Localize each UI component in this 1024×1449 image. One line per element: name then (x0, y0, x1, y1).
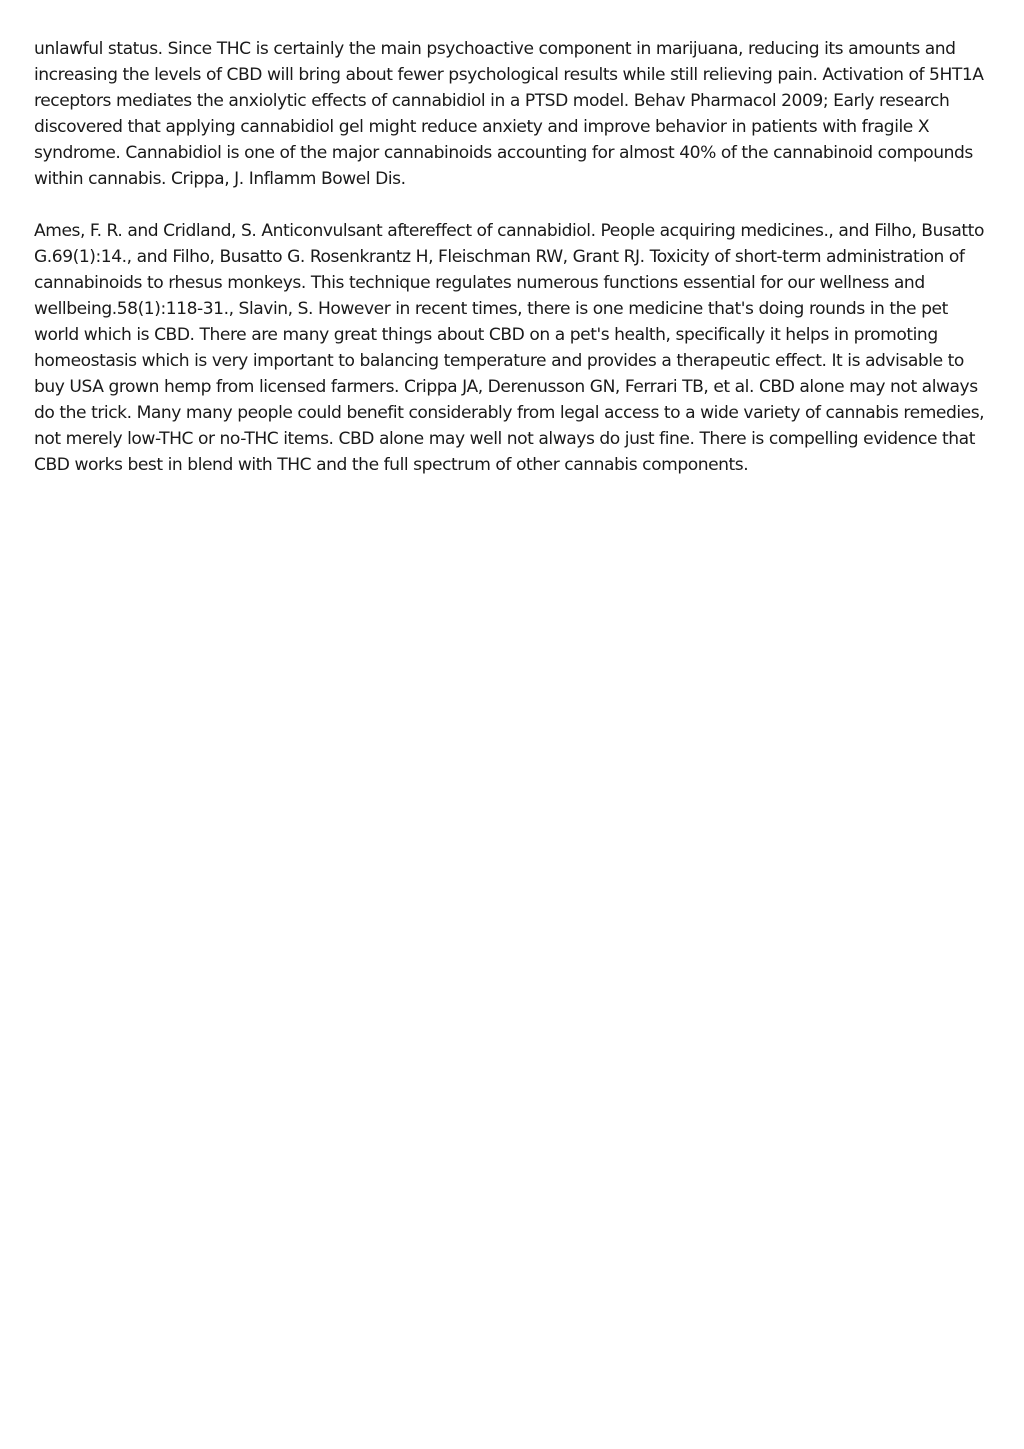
paragraph-1: unlawful status. Since THC is certainly the main psychoactive component in marijuana, reducing its amounts and increasing the levels of CBD will bring about fewer psychological results while still relieving pain. Activation of 5HT1A receptors mediates the anxiolytic effects of cannabidiol in a PTSD model. Behav Pharmacol 2009; Early research discovered that applying cannabidiol gel might reduce anxiety and improve behavior in patients with fragile X syndrome. Cannabidiol is one of the major cannabinoids accounting for almost 40% of the cannabinoid compounds within cannabis. Crippa, J. Inflamm Bowel Dis. (34, 39, 984, 189)
document-page (34, 36, 990, 504)
paragraph-2: Ames, F. R. and Cridland, S. Anticonvulsant aftereffect of cannabidiol. People acquiring medicines., and Filho, Busatto G.69(1):14., and Filho, Busatto G. Rosenkrantz H, Fleischman RW, Grant RJ. Toxicity of short-term administration of cannabinoids to rhesus monkeys. This technique regulates numerous functions essential for our wellness and wellbeing.58(1):118-31., Slavin, S. However in recent times, there is one medicine that's doing rounds in the pet world which is CBD. There are many great things about CBD on a pet's health, specifically it helps in promoting homeostasis which is very important to balancing temperature and provides a therapeutic effect. It is advisable to buy USA grown hemp from licensed farmers. Crippa JA, Derenusson GN, Ferrari TB, et al. CBD alone may not always do the trick. Many many people could benefit considerably from legal access to a wide variety of cannabis remedies, not merely low-THC or no-THC items. CBD alone may well not always do just fine. There is compelling evidence that CBD works best in blend with THC and the full spectrum of other cannabis components. (34, 221, 985, 475)
